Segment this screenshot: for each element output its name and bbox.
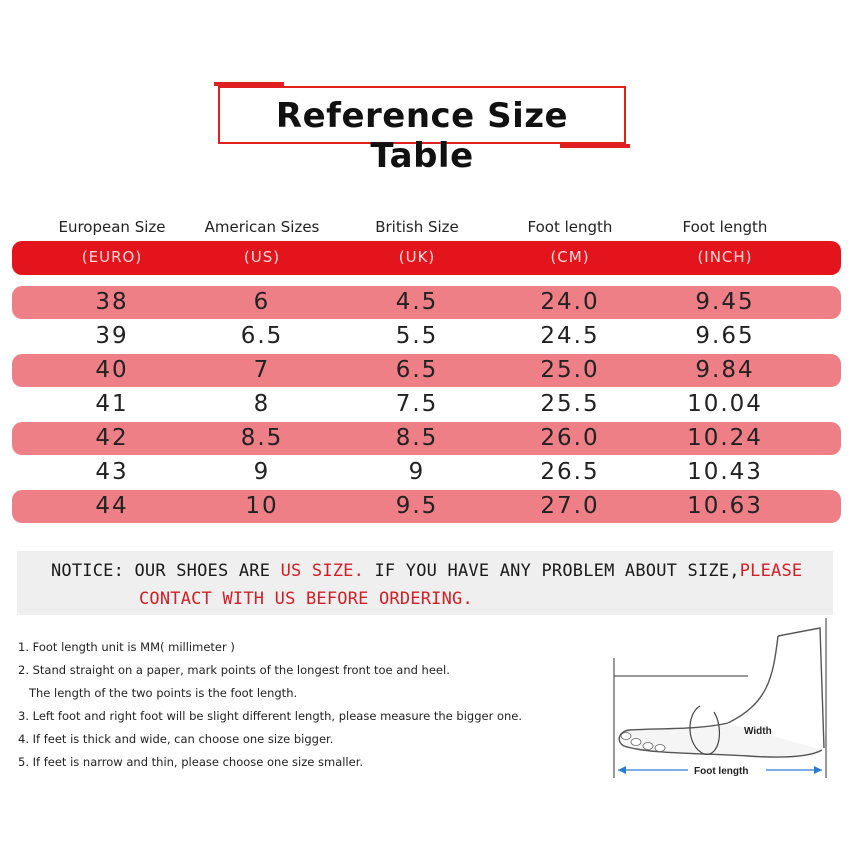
notice-us-size: US SIZE. — [280, 561, 365, 581]
header-euro: European Size — [58, 218, 166, 236]
table-row — [12, 456, 841, 489]
cell-us: 9 — [253, 459, 271, 485]
cell-us: 7 — [253, 357, 271, 383]
header-uk: British Size — [375, 218, 459, 236]
cell-euro: 38 — [95, 289, 129, 315]
cell-inch: 10.04 — [687, 391, 763, 417]
unit-uk: (UK) — [398, 248, 436, 266]
cell-euro: 42 — [95, 425, 129, 451]
cell-us: 8.5 — [240, 425, 284, 451]
foot-illustration — [608, 618, 838, 788]
cell-us: 6 — [253, 289, 271, 315]
cell-inch: 9.84 — [695, 357, 755, 383]
cell-inch: 9.45 — [695, 289, 755, 315]
table-row — [12, 422, 841, 455]
cell-inch: 10.24 — [687, 425, 763, 451]
cell-uk: 9.5 — [395, 493, 439, 519]
instruction-item: 1. Foot length unit is MM( millimeter ) — [18, 640, 235, 654]
cell-cm: 25.5 — [540, 391, 600, 417]
cell-euro: 43 — [95, 459, 129, 485]
foot-drawing — [608, 618, 838, 788]
unit-cm: (CM) — [550, 248, 590, 266]
cell-inch: 10.63 — [687, 493, 763, 519]
notice-please: PLEASE — [739, 561, 803, 581]
table-header-row — [0, 218, 850, 238]
page-title: Reference Size Table — [275, 96, 569, 176]
unit-us: (US) — [243, 248, 281, 266]
instruction-item: 5. If feet is narrow and thin, please choose one size smaller. — [18, 755, 364, 769]
foot-length-label: Foot length — [694, 766, 749, 777]
cell-uk: 7.5 — [395, 391, 439, 417]
cell-us: 6.5 — [240, 323, 284, 349]
cell-cm: 27.0 — [540, 493, 600, 519]
cell-cm: 26.0 — [540, 425, 600, 451]
cell-cm: 24.5 — [540, 323, 600, 349]
cell-us: 8 — [253, 391, 271, 417]
table-row — [12, 286, 841, 319]
notice-line-1 — [51, 561, 802, 581]
units-bar — [12, 241, 841, 275]
cell-inch: 9.65 — [695, 323, 755, 349]
cell-uk: 4.5 — [395, 289, 439, 315]
cell-euro: 44 — [95, 493, 129, 519]
header-foot-inch: Foot length — [682, 218, 768, 236]
cell-uk: 9 — [408, 459, 426, 485]
instruction-item: 3. Left foot and right foot will be slight different length, please measure the bigger one. — [18, 709, 523, 723]
instruction-item: 2. Stand straight on a paper, mark points of the longest front toe and heel. — [18, 663, 450, 677]
cell-uk: 5.5 — [395, 323, 439, 349]
notice-text: IF YOU HAVE ANY PROBLEM ABOUT SIZE, — [364, 561, 740, 581]
table-row — [12, 354, 841, 387]
cell-uk: 8.5 — [395, 425, 439, 451]
cell-cm: 25.0 — [540, 357, 600, 383]
cell-euro: 41 — [95, 391, 129, 417]
cell-euro: 39 — [95, 323, 129, 349]
instruction-item: The length of the two points is the foot length. — [18, 686, 298, 700]
notice-box — [17, 551, 833, 615]
unit-euro: (EURO) — [81, 248, 143, 266]
header-foot-cm: Foot length — [527, 218, 613, 236]
table-row — [12, 320, 841, 353]
cell-uk: 6.5 — [395, 357, 439, 383]
instruction-item: 4. If feet is thick and wide, can choose one size bigger. — [18, 732, 334, 746]
cell-us: 10 — [245, 493, 279, 519]
notice-line-2: CONTACT WITH US BEFORE ORDERING. — [139, 589, 473, 609]
cell-cm: 26.5 — [540, 459, 600, 485]
cell-inch: 10.43 — [687, 459, 763, 485]
header-us: American Sizes — [204, 218, 320, 236]
title-frame — [218, 86, 626, 176]
table-row — [12, 388, 841, 421]
cell-cm: 24.0 — [540, 289, 600, 315]
width-label: Width — [744, 726, 772, 737]
unit-inch: (INCH) — [697, 248, 753, 266]
cell-euro: 40 — [95, 357, 129, 383]
notice-text: NOTICE: OUR SHOES ARE — [51, 561, 281, 581]
table-row — [12, 490, 841, 523]
